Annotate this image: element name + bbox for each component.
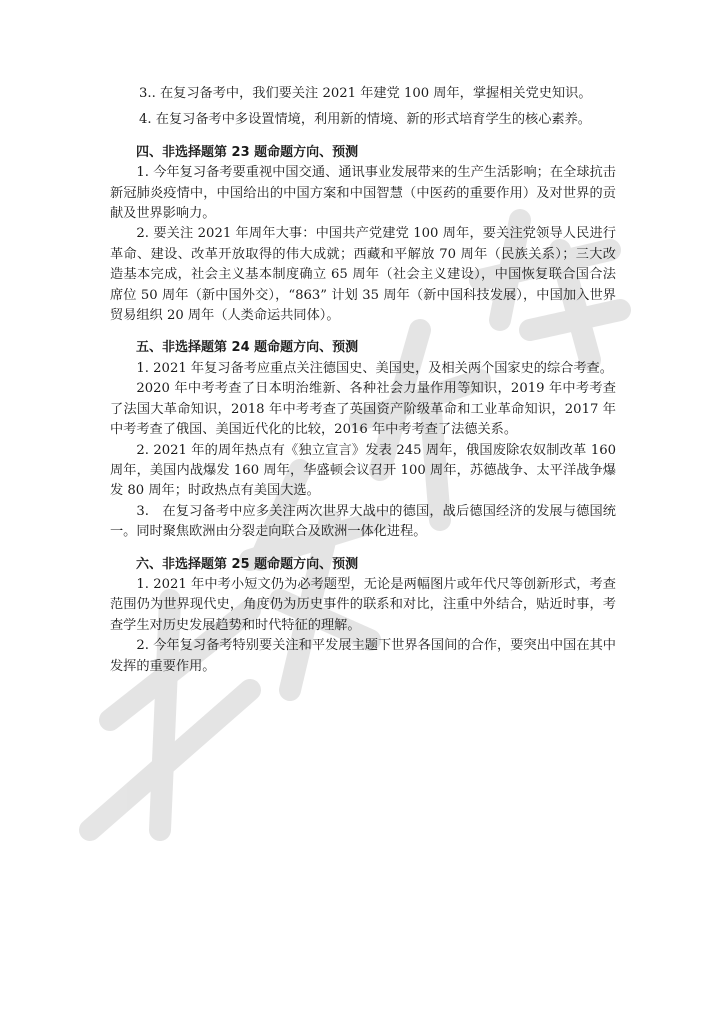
paragraph: 3. 在复习备考中应多关注两次世界大战中的德国，战后德国经济的发展与德国统一。同时聚焦欧洲由分裂走向联合及欧洲一体化进程。 — [110, 503, 616, 540]
paragraph: 1. 2021 年中考小短文仍为必考题型，无论是两幅图片或年代尺等创新形式，考查范围仍为世界现代史，角度仍为历史事件的联系和对比，注重中外结合，贴近时事，考查学生对历史发展趋势和时代特征的理解。 — [110, 576, 616, 633]
paragraph: 1. 今年复习备考要重视中国交通、通讯事业发展带来的生产生活影响；在全球抗击新冠肺炎疫情中，中国给出的中国方案和中国智慧（中医药的重要作用）及对世界的贡献及世界影响力。 — [110, 165, 616, 222]
section-title-23: 四、非选择题第 23 题命题方向、预测 — [136, 144, 359, 160]
paragraph-intro-4: 4. 在复习备考中多设置情境，利用新的情境、新的形式培育学生的核心素养。 — [139, 112, 591, 128]
paragraph: 2020 年中考考查了日本明治维新、各种社会力量作用等知识，2019 年中考考查了法国大革命知识，2018 年中考考查了英国资产阶级革命和工业革命知识，2017 年中考考查了俄国、美国近代化的比较，2016 年中考考查了法德关系。 — [110, 381, 616, 438]
paragraph: 2. 2021 年的周年热点有《独立宣言》发表 245 周年，俄国废除农奴制改革 160 周年，美国内战爆发 160 周年，华盛顿会议召开 100 周年，苏德战争、太平洋战争爆发 80 周年；时政热点有美国大选。 — [110, 442, 616, 499]
section-title-24: 五、非选择题第 24 题命题方向、预测 — [136, 340, 359, 356]
paragraph-intro-3: 3.. 在复习备考中，我们要关注 2021 年建党 100 周年，掌握相关党史知识。 — [139, 86, 592, 101]
paragraph: 2. 要关注 2021 年周年大事：中国共产党建党 100 周年，要关注党领导人民进行革命、建设、改革开放取得的伟大成就；西藏和平解放 70 周年（民族关系）；三大改造基本完成，社会主义基本制度确立 65 周年（社会主义建设），中国恢复联合国合法席位 50 周年（新中国外交），“863” 计划 35 周年（新中国科技发展），中国加入世界贸易组织 20 周年（人类命运共同体）。 — [110, 226, 616, 324]
paragraph: 1. 2021 年复习备考应重点关注德国史、美国史，及相关两个国家史的综合考查。 — [136, 360, 613, 376]
document-body — [110, 84, 616, 677]
paragraph: 2. 今年复习备考特别要关注和平发展主题下世界各国间的合作，要突出中国在其中发挥的重要作用。 — [110, 638, 616, 674]
section-title-25: 六、非选择题第 25 题命题方向、预测 — [136, 556, 359, 572]
